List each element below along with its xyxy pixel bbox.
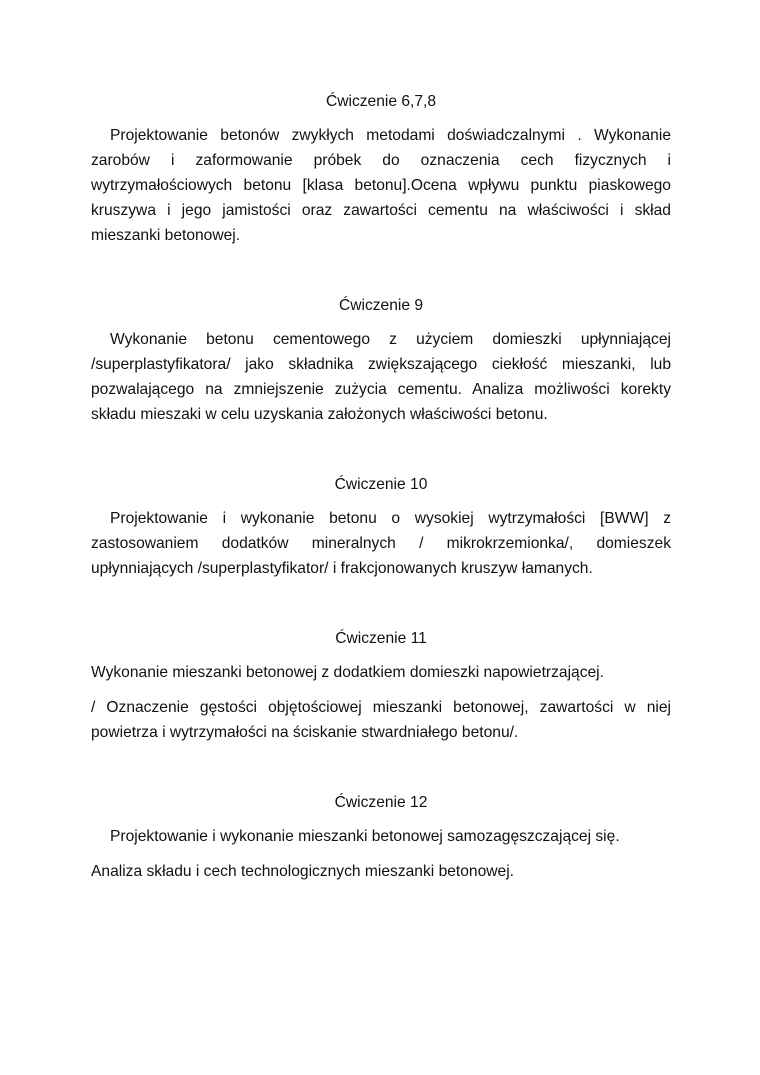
section-exercise-9 (91, 296, 671, 427)
section-paragraph: Projektowanie i wykonanie mieszanki betonowej samozagęszczającej się. (110, 828, 620, 845)
section-exercise-11 (91, 629, 671, 745)
section-exercise-10 (91, 475, 671, 581)
section-paragraph: Projektowanie betonów zwykłych metodami doświadczalnymi . Wykonanie zarobów i zaformowanie próbek do oznaczenia cech fizycznych i wytrzymałościowych betonu [klasa betonu].Ocena wpływu punktu piaskowego kruszywa i jego jamistości oraz zawartości cementu na właściwości i skład mieszanki betonowej. (91, 127, 671, 244)
section-title: Ćwiczenie 12 (334, 794, 428, 811)
section-paragraph: Analiza składu i cech technologicznych mieszanki betonowej. (91, 863, 514, 880)
section-title: Ćwiczenie 11 (335, 630, 427, 647)
section-title: Ćwiczenie 9 (338, 297, 424, 314)
section-title: Ćwiczenie 6,7,8 (325, 93, 437, 110)
section-paragraph: Projektowanie i wykonanie betonu o wysokiej wytrzymałości [BWW] z zastosowaniem dodatków mineralnych / mikrokrzemionka/, domieszek upłynniających /superplastyfikator/ i frakcjonowanych kruszyw łamanych. (91, 510, 671, 577)
section-paragraph: / Oznaczenie gęstości objętościowej mieszanki betonowej, zawartości w niej powietrza i wytrzymałości na ściskanie stwardniałego betonu/. (91, 699, 671, 741)
section-paragraph: Wykonanie mieszanki betonowej z dodatkiem domieszki napowietrzającej. (91, 664, 604, 681)
section-exercise-12 (91, 793, 671, 884)
section-paragraph: Wykonanie betonu cementowego z użyciem domieszki upłynniającej /superplastyfikatora/ jako składnika zwiększającego ciekłość mieszanki, lub pozwalającego na zmniejszenie zużycia cementu. Analiza możliwości korekty składu mieszaki w celu uzyskania założonych właściwości betonu. (91, 331, 671, 423)
document-content (91, 92, 671, 894)
section-exercise-6-7-8 (91, 92, 671, 248)
section-title: Ćwiczenie 10 (334, 476, 428, 493)
